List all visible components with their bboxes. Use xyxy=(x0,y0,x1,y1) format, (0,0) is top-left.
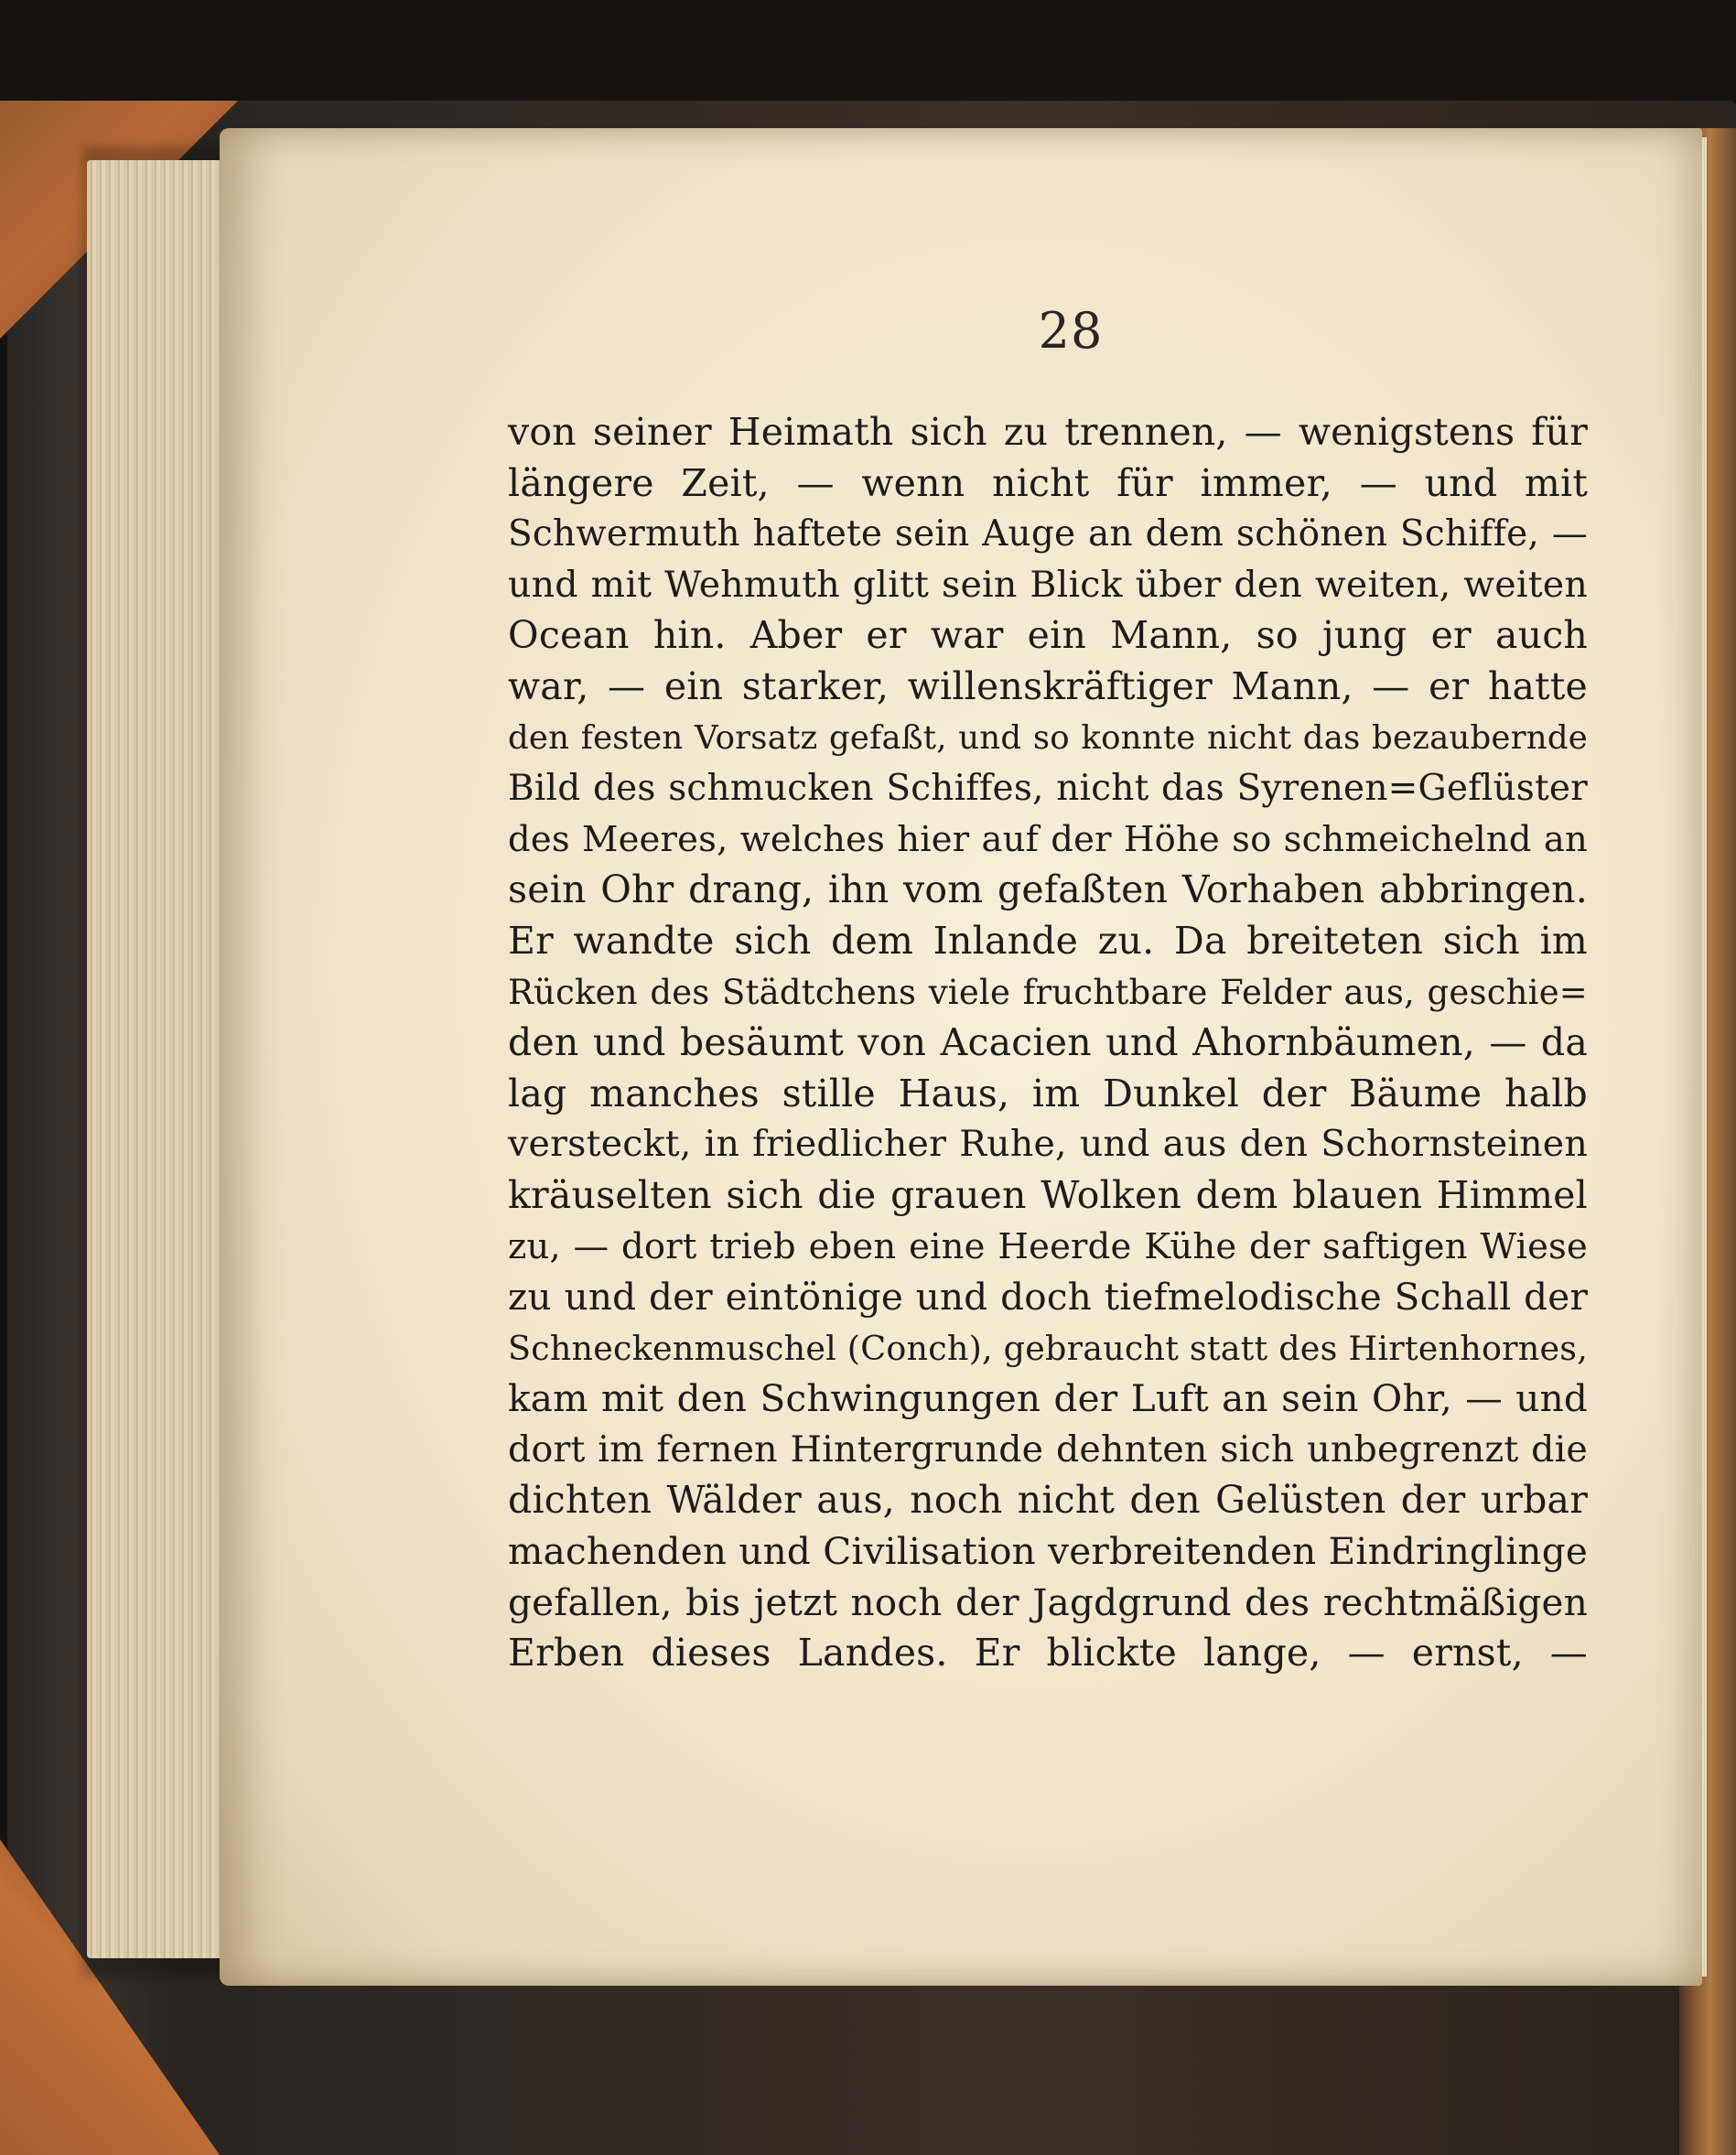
text-line: von seiner Heimath sich zu trennen, — wenigstens für xyxy=(508,410,1588,454)
text-line: Rücken des Städtchens viele fruchtbare Felder aus, geschie= xyxy=(508,972,1588,1012)
text-line: den festen Vorsatz gefaßt, und so konnte nicht das bezaubernde xyxy=(508,718,1588,757)
text-line: Bild des schmucken Schiffes, nicht das Syrenen=Geflüster xyxy=(508,768,1588,810)
text-line: zu und der eintönige und doch tiefmelodische Schall der xyxy=(508,1275,1588,1320)
text-line: Erben dieses Landes. Er blickte lange, — ernst, — xyxy=(508,1631,1588,1676)
text-line: Schneckenmuschel (Conch), gebraucht statt des Hirtenhornes, xyxy=(508,1328,1589,1368)
text-line: kräuselten sich die grauen Wolken dem blauen Himmel xyxy=(508,1172,1588,1217)
text-line: dichten Wälder aus, noch nicht den Gelüsten der urbar xyxy=(508,1478,1588,1523)
text-line: längere Zeit, — wenn nicht für immer, — und mit xyxy=(508,460,1588,505)
text-line: den und besäumt von Acacien und Ahornbäumen, — da xyxy=(508,1020,1588,1065)
text-line: kam mit den Schwingungen der Luft an sein Ohr, — und xyxy=(508,1376,1588,1421)
text-line: dort im fernen Hintergrunde dehnten sich unbegrenzt die xyxy=(508,1428,1588,1471)
text-line: lag manches stille Haus, im Dunkel der Bäume halb xyxy=(508,1071,1588,1115)
page-number: 28 xyxy=(1038,302,1104,360)
text-line: gefallen, bis jetzt noch der Jagdgrund des rechtmäßigen xyxy=(508,1579,1588,1624)
text-line: und mit Wehmuth glitt sein Blick über den weiten, weiten xyxy=(508,563,1588,606)
text-line: versteckt, in friedlicher Ruhe, und aus den Schornsteinen xyxy=(508,1123,1588,1166)
text-line: zu, — dort trieb eben eine Heerde Kühe der saftigen Wiese xyxy=(508,1225,1588,1267)
text-line: machenden und Civilisation verbreitenden Eindringlinge xyxy=(508,1529,1588,1574)
text-line: sein Ohr drang, ihn vom gefaßten Vorhaben abbringen. xyxy=(508,867,1588,912)
page-text xyxy=(508,407,1588,1679)
text-line: Ocean hin. Aber er war ein Mann, so jung er auch xyxy=(508,613,1588,658)
text-line: Er wandte sich dem Inlande zu. Da breiteten sich im xyxy=(508,918,1588,963)
text-line: des Meeres, welches hier auf der Höhe so schmeichelnd an xyxy=(508,818,1588,860)
text-line: Schwermuth haftete sein Auge an dem schönen Schiffe, — xyxy=(508,513,1588,555)
text-line: war, — ein starker, willenskräftiger Mann, — er hatte xyxy=(508,663,1588,708)
